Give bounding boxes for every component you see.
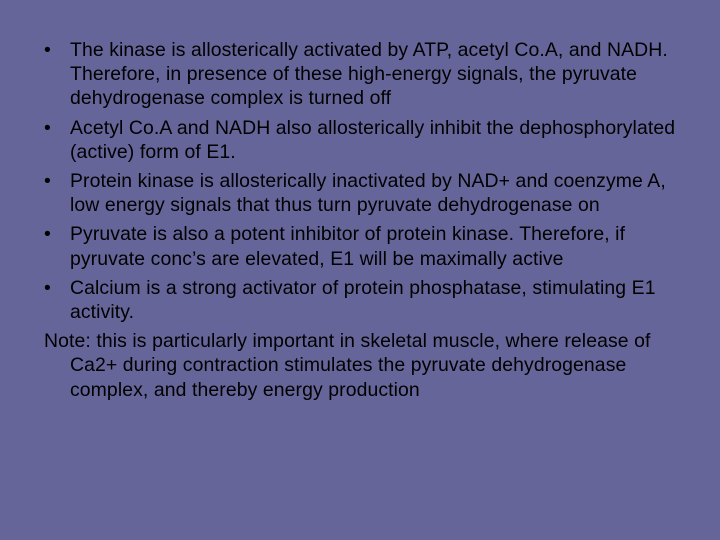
bullet-text: Calcium is a strong activator of protein phosphatase, stimulating E1 activity.: [70, 276, 656, 324]
bullet-text: Pyruvate is also a potent inhibitor of protein kinase. Therefore, if pyruvate conc’s are elevated, E1 will be maximally active: [70, 223, 626, 270]
bullet-item-kinase-activation: [44, 38, 680, 111]
bullet-list: [44, 38, 680, 324]
note-paragraph: Note: this is particularly important in skeletal muscle, where release of Ca2+ during contraction stimulates the pyruvate dehydrogenase complex, and thereby energy production: [44, 330, 651, 401]
bullet-icon: •: [44, 223, 51, 246]
bullet-text: The kinase is allosterically activated by ATP, acetyl Co.A, and NADH. Therefore, in presence of these high-energy signals, the pyruvate dehydrogenase complex is turned off: [70, 39, 668, 110]
bullet-text: Acetyl Co.A and NADH also allosterically inhibit the dephosphorylated (active) form of E1.: [70, 116, 676, 163]
bullet-icon: •: [44, 39, 51, 61]
bullet-icon: •: [44, 276, 51, 299]
bullet-text: Protein kinase is allosterically inactivated by NAD+ and coenzyme A, low energy signals that thus turn pyruvate dehydrogenase on: [70, 170, 666, 217]
bullet-item-calcium-activator: [44, 276, 680, 324]
bullet-icon: •: [44, 116, 51, 139]
bullet-icon: •: [44, 170, 51, 193]
bullet-item-pyruvate-inhibitor: [44, 222, 680, 270]
slide-content: [44, 38, 680, 402]
bullet-item-acetyl-coa-nadh: [44, 116, 680, 164]
bullet-item-kinase-inactivation: [44, 169, 680, 217]
